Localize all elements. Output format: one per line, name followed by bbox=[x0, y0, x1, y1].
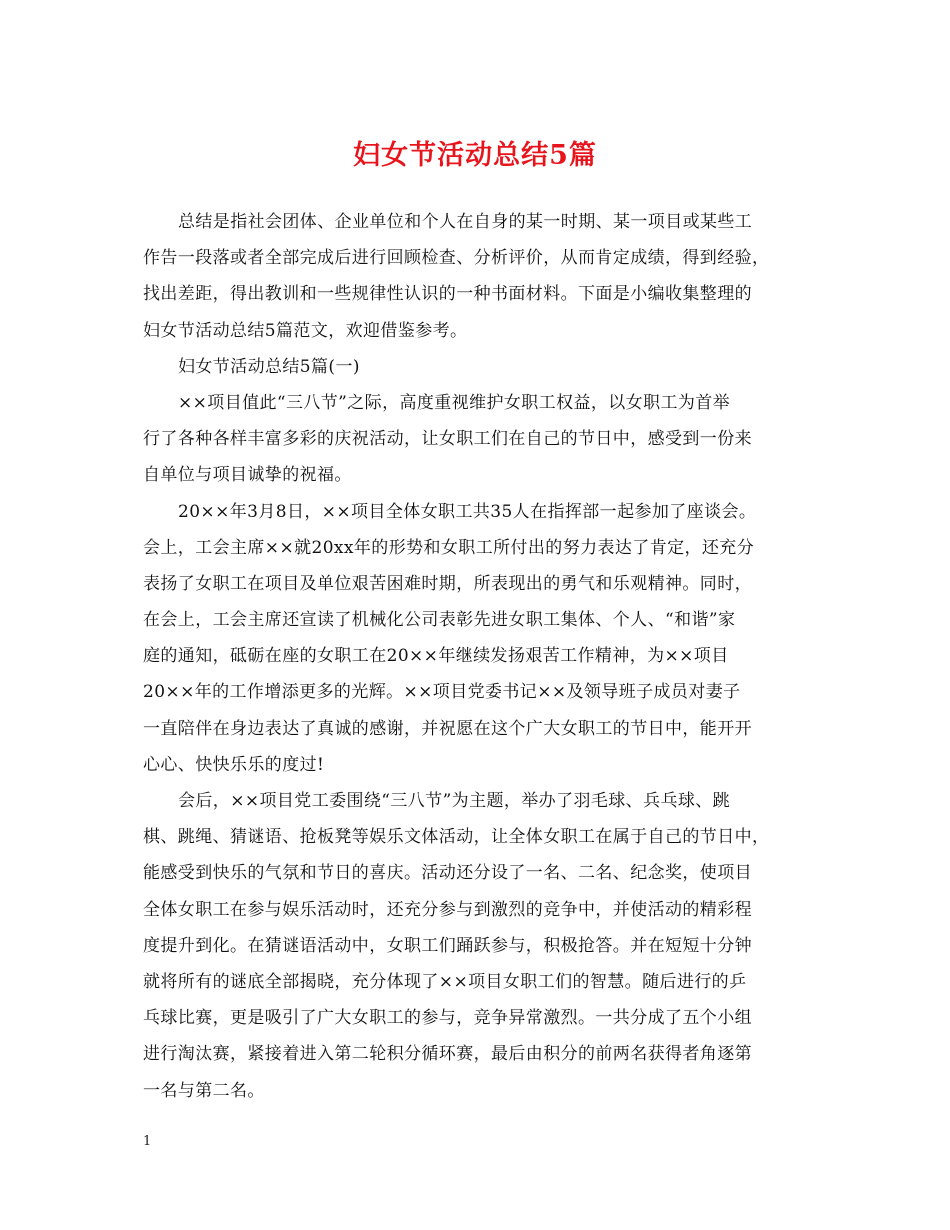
document-title: 妇女节活动总结5篇 bbox=[353, 140, 597, 171]
text-line: 心心、快快乐乐的度过! bbox=[143, 754, 325, 775]
text-line: 度提升到化。在猜谜语活动中，女职工们踊跃参与，积极抢答。并在短短十分钟 bbox=[143, 935, 752, 956]
text-line: 自单位与项目诚挚的祝福。 bbox=[143, 465, 352, 486]
text-line: 乓球比赛，更是吸引了广大女职工的参与，竞争异常激烈。一共分成了五个小组 bbox=[143, 1008, 752, 1029]
text-line: 找出差距，得出教训和一些规律性认识的一种书面材料。下面是小编收集整理的 bbox=[143, 284, 752, 305]
text-line: 20××年的工作增添更多的光辉。××项目党委书记××及领导班子成员对妻子 bbox=[143, 682, 741, 703]
text-line: 妇女节活动总结5篇范文，欢迎借鉴参考。 bbox=[143, 320, 468, 341]
text-line: 会上，工会主席××就20xx年的形势和女职工所付出的努力表达了肯定，还充分 bbox=[143, 537, 755, 558]
text-line: 一直陪伴在身边表达了真诚的感谢，并祝愿在这个广大女职工的节日中，能开开 bbox=[143, 718, 752, 739]
text-line: 表扬了女职工在项目及单位艰苦困难时期，所表现出的勇气和乐观精神。同时， bbox=[143, 573, 752, 594]
text-line: 作告一段落或者全部完成后进行回顾检查、分析评价，从而肯定成绩，得到经验， bbox=[143, 248, 770, 269]
text-line: 一名与第二名。 bbox=[143, 1080, 265, 1101]
document-body bbox=[143, 204, 815, 1109]
text-line: 庭的通知，砥砺在座的女职工在20××年继续发扬艰苦工作精神，为××项目 bbox=[143, 646, 729, 667]
text-line: 行了各种各样丰富多彩的庆祝活动，让女职工们在自己的节日中，感受到一份来 bbox=[143, 429, 752, 450]
page-number: 1 bbox=[143, 1134, 152, 1149]
text-line: 在会上，工会主席还宣读了机械化公司表彰先进女职工集体、个人、“和谐”家 bbox=[143, 610, 736, 631]
text-line: 棋、跳绳、猜谜语、抢板凳等娱乐文体活动，让全体女职工在属于自己的节日中， bbox=[143, 827, 770, 848]
text-line: 进行淘汰赛，紧接着进入第二轮积分循环赛，最后由积分的前两名获得者角逐第 bbox=[143, 1044, 752, 1065]
text-line: 会后，××项目党工委围绕“三八节”为主题，举办了羽毛球、兵乓球、跳 bbox=[178, 791, 731, 811]
text-line: 全体女职工在参与娱乐活动时，还充分参与到激烈的竞争中，并使活动的精彩程 bbox=[143, 899, 752, 920]
text-line: 20××年3月8日，××项目全体女职工共35人在指挥部一起参加了座谈会。 bbox=[178, 501, 757, 522]
text-line: 就将所有的谜底全部揭晓，充分体现了××项目女职工们的智慧。随后进行的乒 bbox=[143, 971, 747, 992]
text-line: 能感受到快乐的气氛和节日的喜庆。活动还分设了一名、二名、纪念奖，使项目 bbox=[143, 863, 752, 884]
text-line: 总结是指社会团体、企业单位和个人在自身的某一时期、某一项目或某些工 bbox=[178, 212, 753, 232]
text-line: ××项目值此“三八节”之际，高度重视维护女职工权益，以女职工为首举 bbox=[178, 392, 731, 413]
section-heading: 妇女节活动总结5篇(一) bbox=[178, 356, 360, 377]
